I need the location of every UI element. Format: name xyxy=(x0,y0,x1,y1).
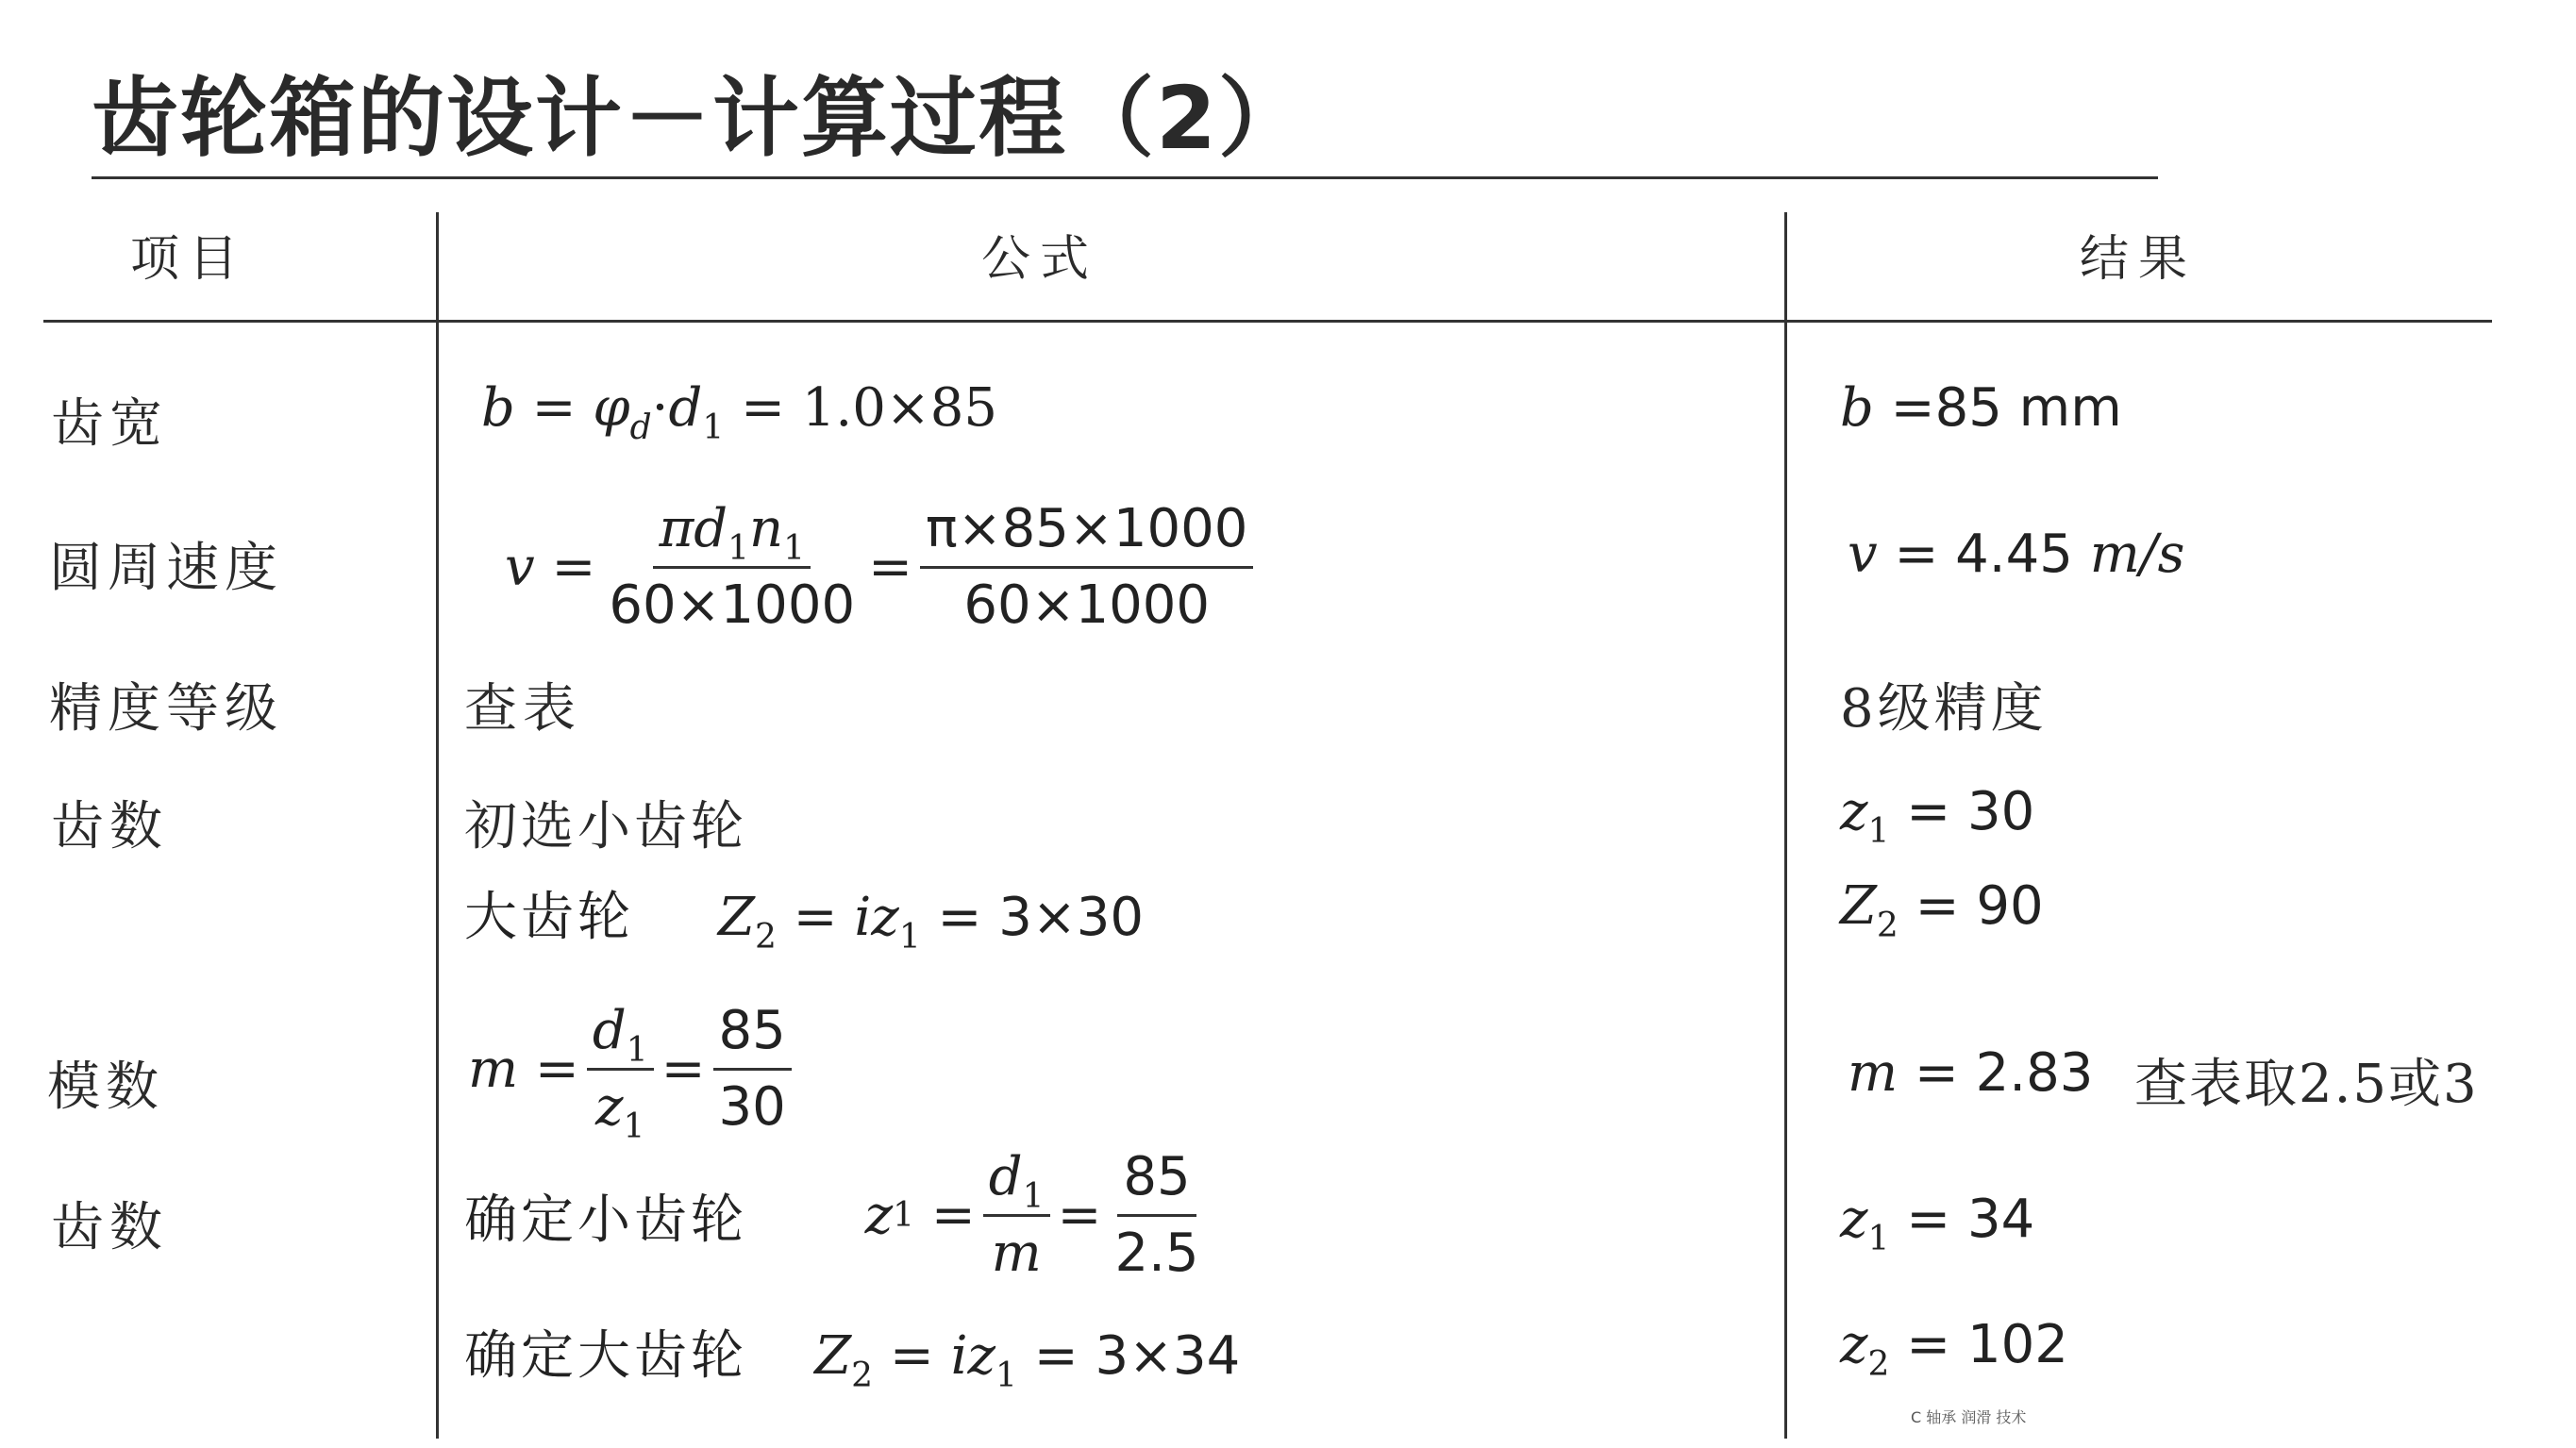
page-title: 齿轮箱的设计－计算过程（2） xyxy=(92,68,1308,169)
fraction-speed-1: $\frac{\pi d_1n_1}{60\times 1000}$ xyxy=(609,498,856,636)
result-teeth-small: $z_1 = 30$ xyxy=(1840,781,2035,851)
formula-teeth-initial: 初选小齿轮 xyxy=(464,796,747,857)
result-module-note: 查表取2.5或3 xyxy=(2134,1054,2479,1115)
column-divider-2 xyxy=(1784,212,1787,1439)
watermark: C 轴承 润滑 技术 xyxy=(1911,1408,2027,1426)
result-speed: v = 4.45 m/s xyxy=(1848,524,2185,585)
header-item: 项目 xyxy=(130,231,248,288)
result-module: m = 2.83 xyxy=(1848,1042,2094,1104)
formula-teeth-final-large: 确定大齿轮 $Z_2 = iz_1 = 3\times 34$ xyxy=(464,1325,1241,1395)
result-precision: 8级精度 xyxy=(1840,678,2048,740)
formula-speed: v = $\frac{\pi d_1n_1}{60\times 1000}$ = $\frac{\pi\times 85\times 1000}{60\times 1000}$ xyxy=(505,498,1261,637)
item-teeth: 齿数 xyxy=(51,796,168,857)
header-formula: 公式 xyxy=(981,231,1099,288)
fraction-teeth-1: $\frac{d_1}{m}$ xyxy=(983,1146,1050,1285)
formula-teeth-final-small: 确定小齿轮 z 1 = $\frac{d_1}{m}$ = $\frac{85}{2.5}$ xyxy=(464,1146,1213,1285)
formula-precision: 查表 xyxy=(464,678,581,740)
item-precision: 精度等级 xyxy=(49,678,283,740)
fraction-module-2: $\frac{85}{30}$ xyxy=(713,1000,792,1139)
formula-teeth-large: 大齿轮 $Z_2 = iz_1 = 3\times 30$ xyxy=(464,887,1145,957)
formula-width: $b = \varphi_d\cdot d_1 = 1.0\times 85$ xyxy=(481,377,998,447)
result-teeth-final-small: $z_1 = 34$ xyxy=(1840,1189,2035,1258)
header-result: 结果 xyxy=(2080,231,2198,288)
result-width: b =85 mm xyxy=(1840,377,2122,439)
title-underline xyxy=(92,176,2158,179)
result-teeth-final-large: $z_2 = 102$ xyxy=(1840,1314,2068,1384)
item-width: 齿宽 xyxy=(51,393,168,455)
result-teeth-large: $Z_2 = 90$ xyxy=(1840,875,2044,945)
formula-module: m = $\frac{d_1}{z_1}$ = $\frac{85}{30}$ xyxy=(468,1000,799,1139)
item-module: 模数 xyxy=(47,1057,164,1118)
fraction-module-1: $\frac{d_1}{z_1}$ xyxy=(587,1000,654,1139)
header-rule xyxy=(43,320,2492,323)
fraction-speed-2: $\frac{\pi\times 85\times 1000}{60\times 1000}$ xyxy=(920,498,1253,637)
column-divider-1 xyxy=(436,212,439,1439)
fraction-teeth-2: $\frac{85}{2.5}$ xyxy=(1114,1146,1199,1284)
item-teeth-final: 齿数 xyxy=(51,1197,168,1258)
item-speed: 圆周速度 xyxy=(49,538,283,599)
